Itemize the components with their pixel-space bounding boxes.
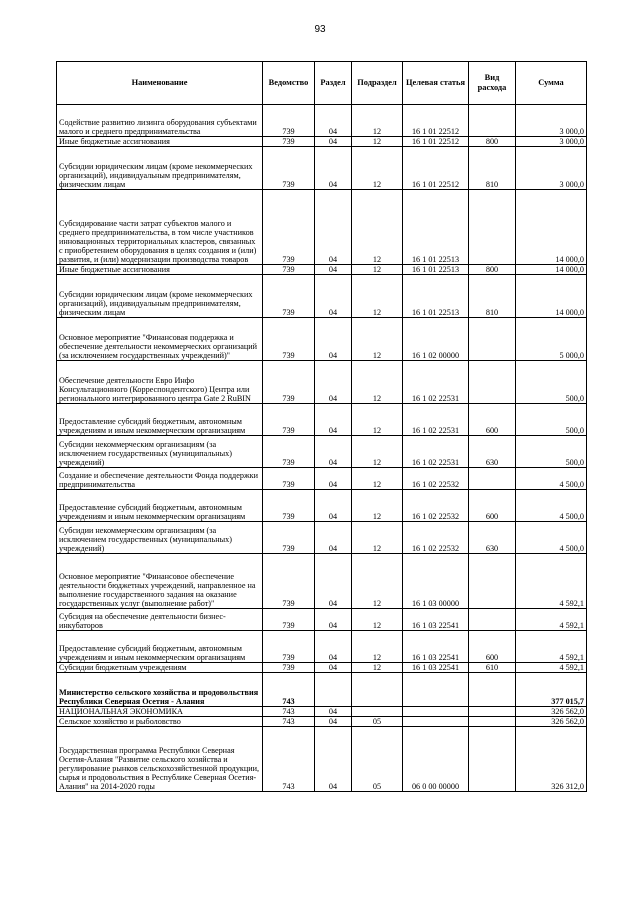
row-subsection: [352, 707, 403, 717]
row-exp-type: [469, 554, 516, 609]
row-name: НАЦИОНАЛЬНАЯ ЭКОНОМИКА: [57, 707, 263, 717]
table-row: [57, 147, 587, 190]
row-subsection: 12: [352, 265, 403, 275]
table-row: [57, 105, 587, 137]
row-name: Предоставление субсидий бюджетным, автономным учреждениям и иным некоммерческим организациям: [57, 404, 263, 436]
row-amount: 4 500,0: [516, 522, 587, 554]
row-amount: 14 000,0: [516, 265, 587, 275]
row-section: 04: [315, 522, 352, 554]
row-amount: 3 000,0: [516, 105, 587, 137]
row-exp-type: [469, 707, 516, 717]
row-subsection: 12: [352, 361, 403, 404]
row-target: 16 1 02 22532: [403, 522, 469, 554]
row-subsection: 12: [352, 631, 403, 663]
row-target: 06 0 00 00000: [403, 727, 469, 792]
row-dept: 739: [263, 318, 315, 361]
table-header-row: [57, 62, 587, 105]
row-dept: 739: [263, 404, 315, 436]
row-exp-type: 600: [469, 404, 516, 436]
row-exp-type: 600: [469, 490, 516, 522]
header-section: Раздел: [315, 62, 352, 105]
row-section: 04: [315, 468, 352, 490]
row-amount: 3 000,0: [516, 137, 587, 147]
row-dept: 739: [263, 137, 315, 147]
header-amount: Сумма: [516, 62, 587, 105]
table-row: [57, 631, 587, 663]
row-subsection: 12: [352, 490, 403, 522]
row-subsection: 05: [352, 717, 403, 727]
row-section: 04: [315, 147, 352, 190]
row-name: Предоставление субсидий бюджетным, автономным учреждениям и иным некоммерческим организациям: [57, 631, 263, 663]
header-exp-type: Вид расхода: [469, 62, 516, 105]
row-target: 16 1 03 22541: [403, 631, 469, 663]
row-target: 16 1 02 22531: [403, 436, 469, 468]
row-name: Иные бюджетные ассигнования: [57, 137, 263, 147]
header-dept: Ведомство: [263, 62, 315, 105]
row-section: 04: [315, 404, 352, 436]
row-subsection: 12: [352, 190, 403, 265]
budget-table: [56, 61, 587, 792]
row-dept: 743: [263, 717, 315, 727]
row-exp-type: 630: [469, 522, 516, 554]
row-name: Сельское хозяйство и рыболовство: [57, 717, 263, 727]
row-dept: 739: [263, 275, 315, 318]
row-amount: 377 015,7: [516, 673, 587, 707]
row-amount: 4 500,0: [516, 490, 587, 522]
row-dept: 743: [263, 727, 315, 792]
row-name: Обеспечение деятельности Евро Инфо Консультационного (Корреспондентского) Центра или регионального интегрированного центра Gate 2 RuBIN: [57, 361, 263, 404]
table-row: [57, 663, 587, 673]
row-amount: 3 000,0: [516, 147, 587, 190]
row-dept: 739: [263, 147, 315, 190]
table-row: [57, 673, 587, 707]
row-target: 16 1 01 22513: [403, 265, 469, 275]
row-section: 04: [315, 490, 352, 522]
table-row: [57, 318, 587, 361]
row-section: 04: [315, 275, 352, 318]
row-amount: 500,0: [516, 361, 587, 404]
row-section: 04: [315, 361, 352, 404]
row-exp-type: 810: [469, 275, 516, 318]
row-subsection: 12: [352, 522, 403, 554]
row-name: Субсидии некоммерческим организациям (за исключением государственных (муниципальных) учреждений): [57, 436, 263, 468]
row-amount: 14 000,0: [516, 275, 587, 318]
table-row: [57, 468, 587, 490]
table-row: [57, 707, 587, 717]
table-row: [57, 275, 587, 318]
row-amount: 4 592,1: [516, 663, 587, 673]
row-subsection: 12: [352, 137, 403, 147]
table-row: [57, 522, 587, 554]
row-target: 16 1 02 22532: [403, 468, 469, 490]
table-row: [57, 190, 587, 265]
row-exp-type: [469, 361, 516, 404]
row-subsection: 12: [352, 554, 403, 609]
table-row: [57, 137, 587, 147]
row-section: 04: [315, 663, 352, 673]
header-name: Наименование: [57, 62, 263, 105]
row-name: Создание и обеспечение деятельности Фонда поддержки предпринимательства: [57, 468, 263, 490]
row-subsection: 12: [352, 436, 403, 468]
row-dept: 739: [263, 554, 315, 609]
row-amount: 4 592,1: [516, 554, 587, 609]
row-section: 04: [315, 707, 352, 717]
row-exp-type: [469, 673, 516, 707]
row-exp-type: [469, 105, 516, 137]
row-target: [403, 707, 469, 717]
table-row: [57, 265, 587, 275]
row-target: [403, 717, 469, 727]
row-target: 16 1 03 22541: [403, 609, 469, 631]
row-dept: 739: [263, 490, 315, 522]
row-exp-type: 810: [469, 147, 516, 190]
row-target: 16 1 01 22512: [403, 147, 469, 190]
row-section: 04: [315, 265, 352, 275]
row-name: Министерство сельского хозяйства и продовольствия Республики Северная Осетия - Алания: [57, 673, 263, 707]
row-dept: 739: [263, 361, 315, 404]
row-exp-type: [469, 190, 516, 265]
table-row: [57, 727, 587, 792]
row-section: 04: [315, 190, 352, 265]
row-name: Субсидии бюджетным учреждениям: [57, 663, 263, 673]
row-target: 16 1 01 22513: [403, 190, 469, 265]
row-section: 04: [315, 631, 352, 663]
row-name: Основное мероприятие "Финансовая поддержка и обеспечение деятельности некоммерческих организаций (за исключением государственных учреждений)": [57, 318, 263, 361]
row-dept: 739: [263, 468, 315, 490]
row-target: 16 1 02 22531: [403, 404, 469, 436]
row-subsection: 12: [352, 147, 403, 190]
row-name: Субсидии юридическим лицам (кроме некоммерческих организаций), индивидуальным предпринимателям, физическим лицам: [57, 275, 263, 318]
row-section: 04: [315, 105, 352, 137]
row-dept: 743: [263, 673, 315, 707]
page-number: 93: [314, 24, 326, 35]
row-section: 04: [315, 717, 352, 727]
row-section: 04: [315, 436, 352, 468]
row-subsection: 12: [352, 663, 403, 673]
row-dept: 739: [263, 436, 315, 468]
row-amount: 4 592,1: [516, 631, 587, 663]
table-row: [57, 554, 587, 609]
row-name: Субсидия на обеспечение деятельности бизнес-инкубаторов: [57, 609, 263, 631]
row-exp-type: [469, 318, 516, 361]
row-target: 16 1 02 22531: [403, 361, 469, 404]
table-row: [57, 490, 587, 522]
row-exp-type: [469, 727, 516, 792]
table-row: [57, 609, 587, 631]
row-exp-type: [469, 468, 516, 490]
row-subsection: 12: [352, 468, 403, 490]
row-section: 04: [315, 609, 352, 631]
header-target: Целевая статья: [403, 62, 469, 105]
row-exp-type: 800: [469, 137, 516, 147]
row-amount: 326 562,0: [516, 717, 587, 727]
row-amount: 500,0: [516, 436, 587, 468]
row-amount: 500,0: [516, 404, 587, 436]
row-dept: 739: [263, 265, 315, 275]
row-dept: 739: [263, 631, 315, 663]
table-row: [57, 361, 587, 404]
row-target: 16 1 01 22512: [403, 137, 469, 147]
row-name: Основное мероприятие "Финансовое обеспечение деятельности бюджетных учреждений, направленное на выполнение государственного задания на оказание государственных услуг (выполнение работ)": [57, 554, 263, 609]
row-subsection: 12: [352, 404, 403, 436]
row-target: 16 1 01 22513: [403, 275, 469, 318]
row-dept: 739: [263, 105, 315, 137]
row-target: 16 1 03 22541: [403, 663, 469, 673]
row-exp-type: 600: [469, 631, 516, 663]
table-row: [57, 436, 587, 468]
row-target: 16 1 03 00000: [403, 554, 469, 609]
row-target: [403, 673, 469, 707]
row-exp-type: 610: [469, 663, 516, 673]
row-subsection: 12: [352, 609, 403, 631]
row-subsection: 05: [352, 727, 403, 792]
row-subsection: [352, 673, 403, 707]
row-amount: 14 000,0: [516, 190, 587, 265]
row-amount: 326 312,0: [516, 727, 587, 792]
row-section: 04: [315, 554, 352, 609]
row-amount: 326 562,0: [516, 707, 587, 717]
row-name: Государственная программа Республики Северная Осетия-Алания "Развитие сельского хозяйства и регулирование рынков сельскохозяйственной продукции, сырья и продовольствия в Республике Северная Осетия-Алания" на 2014-2020 годы: [57, 727, 263, 792]
table-row: [57, 717, 587, 727]
header-subsection: Подраздел: [352, 62, 403, 105]
row-name: Субсидии некоммерческим организациям (за исключением государственных (муниципальных) учреждений): [57, 522, 263, 554]
row-section: 04: [315, 727, 352, 792]
row-name: Субсидии юридическим лицам (кроме некоммерческих организаций), индивидуальным предпринимателям, физическим лицам: [57, 147, 263, 190]
row-name: Субсидирование части затрат субъектов малого и среднего предпринимательства, в том числе участников инновационных территориальных кластеров, связанных с приобретением оборудования в целях создания и (или) развития, и (или) модернизации производства товаров: [57, 190, 263, 265]
row-amount: 5 000,0: [516, 318, 587, 361]
row-dept: 739: [263, 663, 315, 673]
row-exp-type: [469, 717, 516, 727]
row-subsection: 12: [352, 105, 403, 137]
table-row: [57, 404, 587, 436]
row-subsection: 12: [352, 275, 403, 318]
row-dept: 739: [263, 190, 315, 265]
row-section: 04: [315, 318, 352, 361]
row-name: Содействие развитию лизинга оборудования субъектами малого и среднего предпринимательства: [57, 105, 263, 137]
row-amount: 4 500,0: [516, 468, 587, 490]
row-dept: 739: [263, 522, 315, 554]
row-target: 16 1 01 22512: [403, 105, 469, 137]
row-name: Предоставление субсидий бюджетным, автономным учреждениям и иным некоммерческим организациям: [57, 490, 263, 522]
row-exp-type: 630: [469, 436, 516, 468]
row-dept: 739: [263, 609, 315, 631]
row-section: [315, 673, 352, 707]
row-dept: 743: [263, 707, 315, 717]
row-target: 16 1 02 00000: [403, 318, 469, 361]
row-subsection: 12: [352, 318, 403, 361]
row-target: 16 1 02 22532: [403, 490, 469, 522]
row-exp-type: [469, 609, 516, 631]
row-amount: 4 592,1: [516, 609, 587, 631]
row-section: 04: [315, 137, 352, 147]
row-exp-type: 800: [469, 265, 516, 275]
row-name: Иные бюджетные ассигнования: [57, 265, 263, 275]
